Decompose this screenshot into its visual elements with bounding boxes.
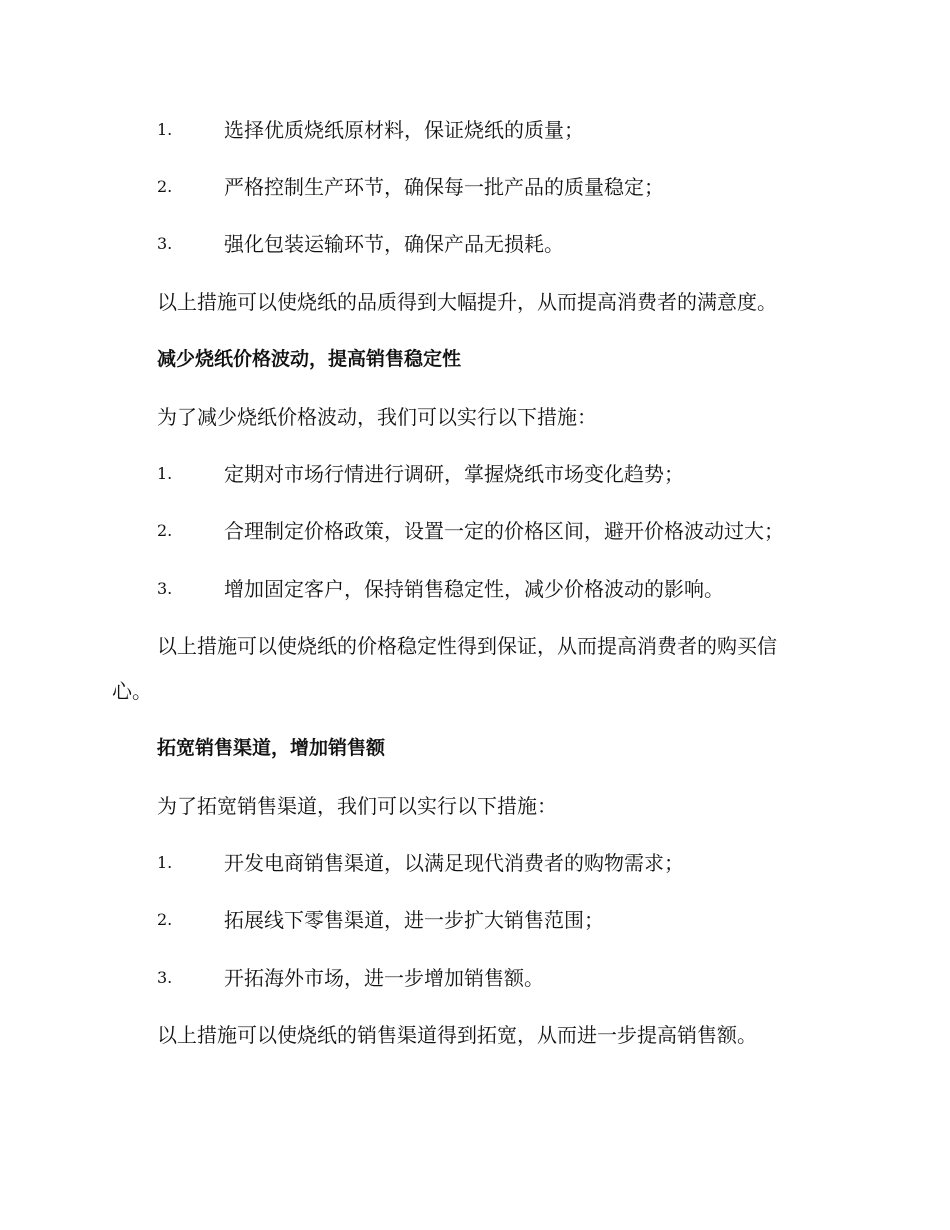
list-item: 强化包装运输环节，确保产品无损耗。 — [224, 232, 564, 256]
list-number: 2. — [157, 910, 173, 929]
list-item: 拓展线下零售渠道，进一步扩大销售范围； — [224, 908, 604, 932]
list-number: 3. — [157, 234, 173, 253]
list-item: 开拓海外市场，进一步增加销售额。 — [224, 966, 544, 990]
list-item: 严格控制生产环节，确保每一批产品的质量稳定； — [224, 175, 664, 199]
list-number: 2. — [157, 521, 173, 540]
paragraph-intro: 为了减少烧纸价格波动，我们可以实行以下措施： — [157, 405, 597, 429]
list-item: 合理制定价格政策，设置一定的价格区间，避开价格波动过大； — [224, 519, 784, 543]
list-item: 增加固定客户，保持销售稳定性，减少价格波动的影响。 — [224, 577, 724, 601]
list-number: 1. — [157, 853, 173, 872]
paragraph-conclusion-continued: 心。 — [112, 679, 152, 703]
section-heading: 减少烧纸价格波动，提高销售稳定性 — [157, 348, 462, 370]
list-number: 3. — [157, 968, 173, 987]
paragraph-conclusion: 以上措施可以使烧纸的价格稳定性得到保证，从而提高消费者的购买信 — [157, 634, 777, 658]
paragraph-conclusion: 以上措施可以使烧纸的品质得到大幅提升，从而提高消费者的满意度。 — [157, 290, 777, 314]
list-number: 1. — [157, 464, 173, 483]
list-item: 选择优质烧纸原材料，保证烧纸的质量； — [224, 118, 584, 142]
list-item: 开发电商销售渠道，以满足现代消费者的购物需求； — [224, 851, 684, 875]
list-number: 3. — [157, 579, 173, 598]
paragraph-conclusion: 以上措施可以使烧纸的销售渠道得到拓宽，从而进一步提高销售额。 — [157, 1023, 757, 1047]
list-item: 定期对市场行情进行调研，掌握烧纸市场变化趋势； — [224, 462, 684, 486]
list-number: 2. — [157, 177, 173, 196]
paragraph-intro: 为了拓宽销售渠道，我们可以实行以下措施： — [157, 794, 557, 818]
list-number: 1. — [157, 120, 173, 139]
section-heading: 拓宽销售渠道，增加销售额 — [157, 737, 386, 759]
